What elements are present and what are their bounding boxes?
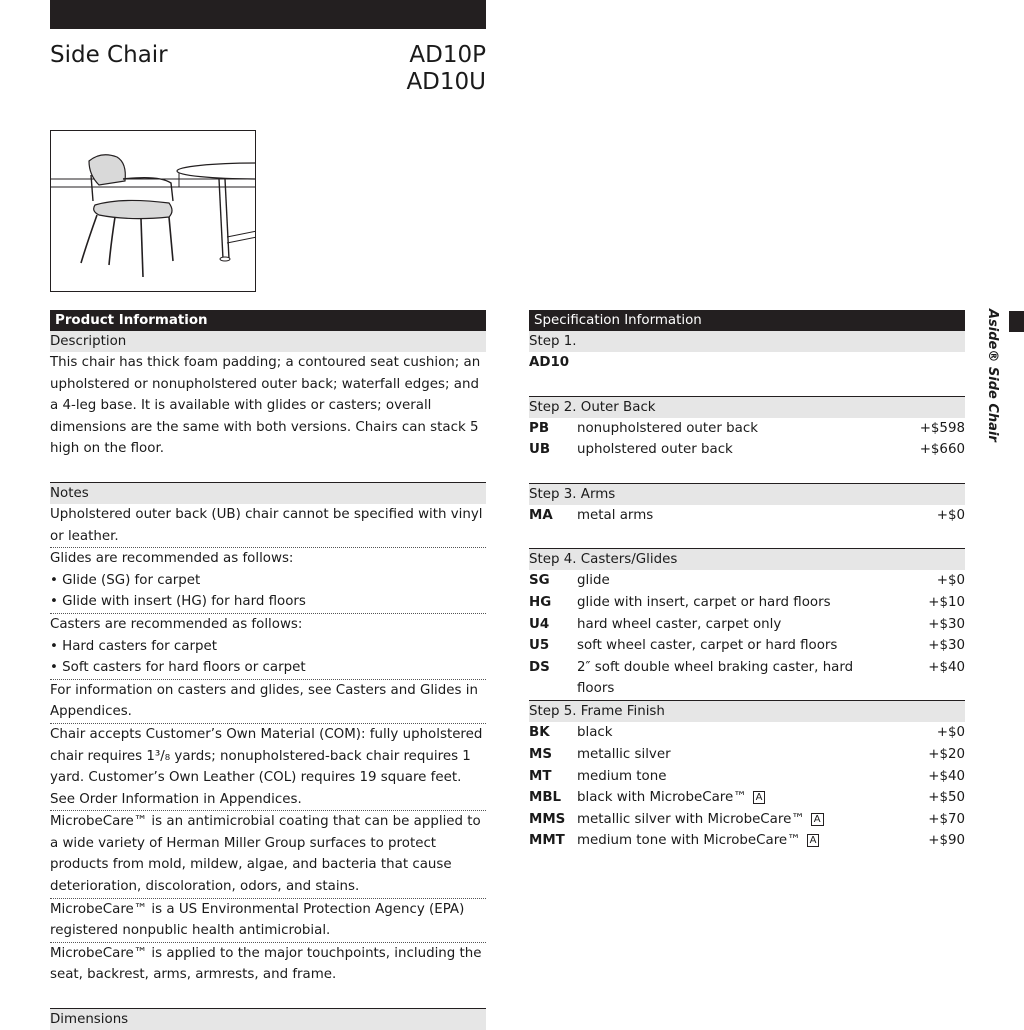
spec-row: [529, 744, 965, 766]
option-code: SG: [529, 573, 550, 589]
option-description-text: hard wheel caster, carpet only: [577, 616, 782, 632]
option-description-text: metallic silver with MicrobeCare™: [577, 811, 805, 827]
note-line: Upholstered outer back (UB) chair cannot be specified with vinyl or leather.: [50, 506, 483, 544]
note-item: [50, 504, 486, 548]
notes-label: Notes: [50, 482, 486, 504]
availability-badge: A: [753, 791, 766, 804]
product-image: [50, 130, 256, 292]
note-item: [50, 943, 486, 986]
spec-row: [529, 418, 965, 440]
option-price: +$0: [936, 573, 965, 589]
option-code: MS: [529, 746, 552, 762]
option-description: [577, 614, 885, 636]
spec-steps: [529, 331, 965, 852]
note-line: • Soft casters for hard floors or carpet: [50, 660, 306, 676]
note-line: Glides are recommended as follows:: [50, 551, 294, 567]
option-price: +$90: [928, 833, 965, 849]
option-description: [577, 809, 885, 831]
spec-row: [529, 592, 965, 614]
description-label: Description: [50, 331, 486, 352]
option-code: U5: [529, 638, 550, 654]
note-item: [50, 548, 486, 614]
option-description-text: black: [577, 725, 613, 741]
option-description-text: soft wheel caster, carpet or hard floors: [577, 638, 838, 654]
option-description: [577, 505, 885, 527]
option-code: UB: [529, 442, 551, 458]
model-numbers: [330, 42, 486, 96]
option-description-text: nonupholstered outer back: [577, 420, 758, 436]
option-code: MA: [529, 507, 553, 523]
option-description-text: 2″ soft double wheel braking caster, hard floors: [577, 659, 854, 697]
step-label: Step 2. Outer Back: [529, 396, 965, 418]
option-description-text: black with MicrobeCare™: [577, 790, 747, 806]
availability-badge: A: [807, 834, 820, 847]
option-description: [577, 418, 885, 440]
option-description: [577, 439, 885, 461]
note-item: [50, 724, 486, 811]
option-price: +$30: [928, 616, 965, 632]
spec-heading: Specification Information: [529, 310, 965, 331]
option-price: +$598: [919, 420, 965, 436]
option-description-text: glide: [577, 573, 610, 589]
option-code: MMS: [529, 811, 566, 827]
page-title: Side Chair: [50, 42, 168, 68]
spec-row: [529, 614, 965, 636]
option-description: [577, 635, 885, 657]
availability-badge: A: [811, 813, 824, 826]
spec-row: [529, 635, 965, 657]
note-line: MicrobeCare™ is an antimicrobial coating that can be applied to a wide variety of Herman Miller Group surfaces to protect products from mold, mildew, algae, and bacteria that cause deterioration, discoloration, odors, and stains.: [50, 814, 481, 895]
spec-row: [529, 830, 965, 852]
spec-row: [529, 657, 965, 697]
model-number-2: AD10U: [406, 69, 486, 95]
note-item: [50, 680, 486, 724]
option-description: [577, 657, 885, 697]
option-description: [577, 744, 885, 766]
note-item: [50, 811, 486, 898]
specification-information: [529, 310, 965, 852]
option-description: [577, 787, 885, 809]
note-line: • Hard casters for carpet: [50, 638, 217, 654]
step-label: Step 3. Arms: [529, 483, 965, 505]
option-description: [577, 766, 885, 788]
option-price: +$10: [928, 594, 965, 610]
option-price: +$40: [928, 659, 965, 675]
option-price: +$0: [936, 725, 965, 741]
spec-row: [529, 787, 965, 809]
option-price: +$0: [936, 507, 965, 523]
note-item: [50, 899, 486, 943]
product-information: [50, 310, 486, 1030]
note-line: Chair accepts Customer’s Own Material (COM): fully upholstered chair requires 1³/₈ yards; nonupholstered-back chair requires 1 yard. Customer’s Own Leather (COL) requires 19 square feet. See Order Information in Appendices.: [50, 726, 483, 807]
product-heading: Product Information: [50, 310, 486, 331]
option-code: DS: [529, 659, 550, 675]
spec-row: [529, 766, 965, 788]
option-description-text: upholstered outer back: [577, 442, 733, 458]
option-code: AD10: [529, 355, 570, 370]
option-code: U4: [529, 616, 550, 632]
spec-row: [529, 439, 965, 461]
option-price: +$30: [928, 638, 965, 654]
option-description: [577, 592, 885, 614]
option-price: +$20: [928, 746, 965, 762]
option-code: PB: [529, 420, 550, 436]
option-price: +$660: [919, 442, 965, 458]
option-description: [577, 352, 885, 374]
note-line: MicrobeCare™ is applied to the major touchpoints, including the seat, backrest, arms, armrests, and frame.: [50, 945, 482, 983]
option-description-text: medium tone with MicrobeCare™: [577, 833, 801, 849]
spec-row: [529, 505, 965, 527]
option-description-text: glide with insert, carpet or hard floors: [577, 594, 831, 610]
option-code: HG: [529, 594, 552, 610]
note-line: For information on casters and glides, see Casters and Glides in Appendices.: [50, 682, 478, 720]
note-item: [50, 614, 486, 680]
step-label: Step 1.: [529, 331, 965, 352]
header-bar: [50, 0, 486, 29]
option-price: [885, 352, 965, 374]
spec-row: [529, 722, 965, 744]
note-line: • Glide (SG) for carpet: [50, 572, 201, 588]
dimensions-label: Dimensions: [50, 1008, 486, 1030]
option-description: [577, 722, 885, 744]
spec-row: [529, 352, 965, 374]
side-tab: [1009, 311, 1024, 332]
step-label: Step 4. Casters/Glides: [529, 548, 965, 570]
option-description-text: metal arms: [577, 507, 654, 523]
option-description-text: metallic silver: [577, 746, 671, 762]
chair-with-table-illustration-icon: [51, 131, 256, 292]
model-number-1: AD10P: [409, 42, 486, 68]
step-label: Step 5. Frame Finish: [529, 700, 965, 722]
option-price: +$70: [928, 811, 965, 827]
spec-row: [529, 809, 965, 831]
note-line: MicrobeCare™ is a US Environmental Protection Agency (EPA) registered nonpublic health antimicrobial.: [50, 901, 465, 939]
side-label: [985, 309, 1006, 442]
option-code: MT: [529, 768, 552, 784]
note-line: Casters are recommended as follows:: [50, 616, 303, 632]
notes-list: [50, 504, 486, 986]
option-description: [577, 570, 885, 592]
spec-row: [529, 570, 965, 592]
option-description-text: medium tone: [577, 768, 667, 784]
option-code: BK: [529, 725, 550, 741]
option-price: +$50: [928, 790, 965, 806]
note-line: • Glide with insert (HG) for hard floors: [50, 594, 306, 610]
side-label-text: Aside® Side Chair: [985, 309, 1000, 442]
description-text: This chair has thick foam padding; a contoured seat cushion; an upholstered or nonupholstered outer back; waterfall edges; and a 4-leg base. It is available with glides or casters; overall dimensions are the same with both versions. Chairs can stack 5 high on the floor.: [50, 355, 481, 457]
option-price: +$40: [928, 768, 965, 784]
option-code: MMT: [529, 833, 565, 849]
option-code: MBL: [529, 790, 562, 806]
option-description: [577, 830, 885, 852]
